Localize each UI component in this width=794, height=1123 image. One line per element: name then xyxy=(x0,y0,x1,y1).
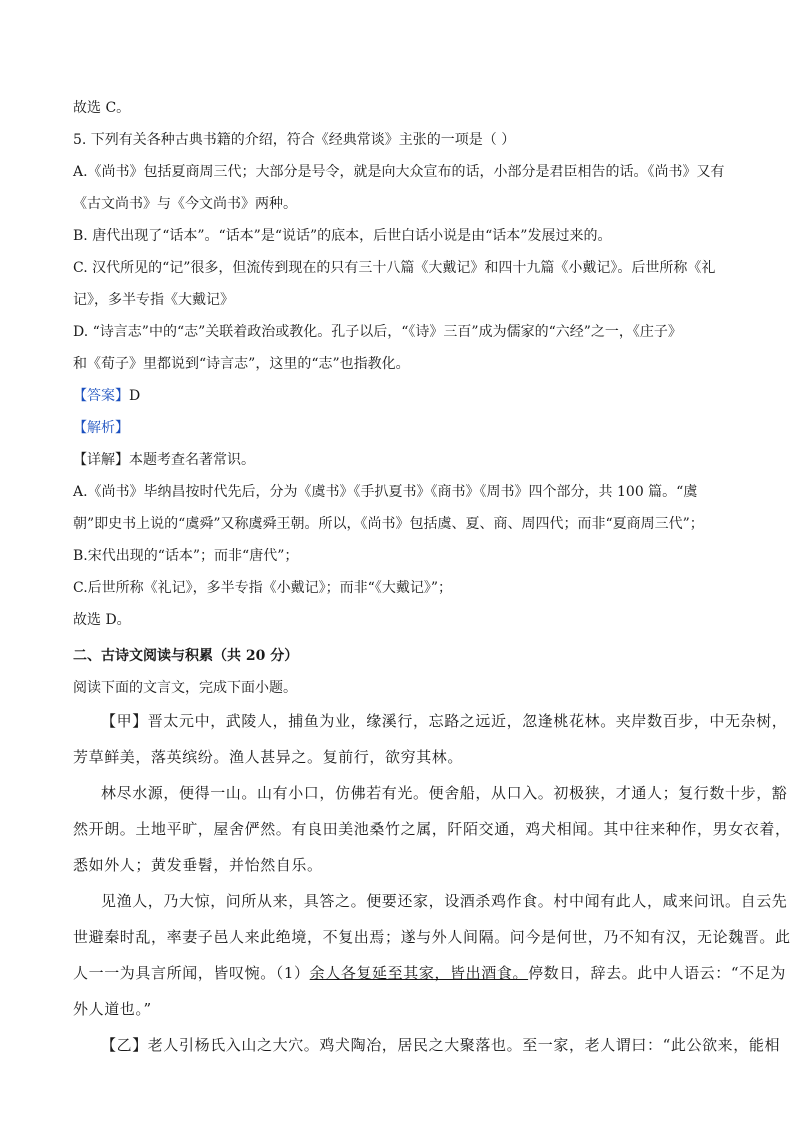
passage-jia-p2-line-1: 林尽水源，便得一山。山有小口，仿佛若有光。便舍船，从口入。初极狭，才通人；复行数十步，豁 xyxy=(101,784,788,802)
detail-a-line-2: 朝”即史书上说的“虞舜”又称虞舜王朝。所以，《尚书》包括虞、夏、商、周四代；而非“夏商周三代”； xyxy=(73,516,704,532)
option-a-line-1: A.《尚书》包括夏商周三代；大部分是号令，就是向大众宣布的话，小部分是君臣相告的话。《尚书》又有 xyxy=(73,164,725,180)
passage-jia-p3-line-1: 见渔人，乃大惊，问所从来，具答之。便要还家，设酒杀鸡作食。村中闻有此人，咸来问讯。自云先 xyxy=(101,892,788,910)
section-2-heading: 二、古诗文阅读与积累（共 20 分） xyxy=(73,648,299,664)
text-line: 故选 C。 xyxy=(73,100,131,116)
passage-jia-p3-line-3 xyxy=(73,964,786,982)
question-5-stem: 5. 下列有关各种古典书籍的介绍，符合《经典常谈》主张的一项是（ ） xyxy=(73,132,516,148)
passage-jia-p2-line-2: 然开朗。土地平旷，屋舍俨然。有良田美池桑竹之属，阡陌交通，鸡犬相闻。其中往来种作，男女衣着， xyxy=(73,820,791,838)
document-content xyxy=(73,100,791,1054)
final-choice: 故选 D。 xyxy=(73,612,131,628)
detail-text: 本题考查名著常识。 xyxy=(129,452,255,468)
option-d-line-1: D. “诗言志”中的“志”关联着政治或教化。孔子以后，“《诗》三百”成为儒家的“六经”之一，《庄子》 xyxy=(73,324,682,340)
passage-jia-line-1: 【甲】晋太元中，武陵人，捕鱼为业，缘溪行，忘路之远近，忽逢桃花林。夹岸数百步，中无杂树， xyxy=(101,712,788,730)
option-c-line-2: 记》，多半专指《大戴记》 xyxy=(73,292,234,308)
passage-yi-line-1: 【乙】老人引杨氏入山之大穴。鸡犬陶冶，居民之大聚落也。至一家，老人谓曰：“此公欲来，能相 xyxy=(101,1036,781,1054)
answer-line xyxy=(73,388,723,404)
passage-jia-p2-line-3: 悉如外人；黄发垂髫，并怡然自乐。 xyxy=(73,856,323,874)
analysis-line xyxy=(73,420,723,436)
answer-value: D xyxy=(129,388,141,404)
analysis-tag: 【解析】 xyxy=(73,420,129,436)
underlined-sentence: 余人各复延至其家，皆出酒食。 xyxy=(309,964,529,982)
option-c-line-1: C. 汉代所见的“记”很多，但流传到现在的只有三十八篇《大戴记》和四十九篇《小戴记》。后世所称《礼 xyxy=(73,260,716,276)
detail-line xyxy=(73,452,723,468)
passage-jia-line-2: 芳草鲜美，落英缤纷。渔人甚异之。复前行，欲穷其林。 xyxy=(73,748,464,766)
option-a-line-2: 《古文尚书》与《今文尚书》两种。 xyxy=(73,196,297,212)
answer-tag: 【答案】 xyxy=(73,388,129,404)
detail-tag: 【详解】 xyxy=(73,452,129,468)
passage-jia-p3-line-2: 世避秦时乱，率妻子邑人来此绝境，不复出焉；遂与外人间隔。问今是何世，乃不知有汉，无论魏晋。此 xyxy=(73,928,791,946)
option-d-line-2: 和《荀子》里都说到“诗言志”，这里的“志”也指教化。 xyxy=(73,356,410,372)
detail-b: B.宋代出现的“话本”；而非“唐代”； xyxy=(73,548,299,564)
passage-jia-p3-line-4: 外人道也。” xyxy=(73,1000,152,1018)
passage-text: 停数日，辞去。此中人语云：“不足为 xyxy=(528,964,786,982)
section-2-intro: 阅读下面的文言文，完成下面小题。 xyxy=(73,680,297,696)
detail-a-line-1: A.《尚书》毕纳昌按时代先后，分为《虞书》《手扒夏书》《商书》《周书》四个部分，共 100 篇。“虞 xyxy=(73,484,698,500)
passage-text: 人一一为具言所闻，皆叹惋。（1） xyxy=(73,964,310,982)
option-b: B. 唐代出现了“话本”。“话本”是“说话”的底本，后世白话小说是由“话本”发展过来的。 xyxy=(73,228,612,244)
detail-c: C.后世所称《礼记》，多半专指《小戴记》；而非“《大戴记》”； xyxy=(73,580,452,596)
